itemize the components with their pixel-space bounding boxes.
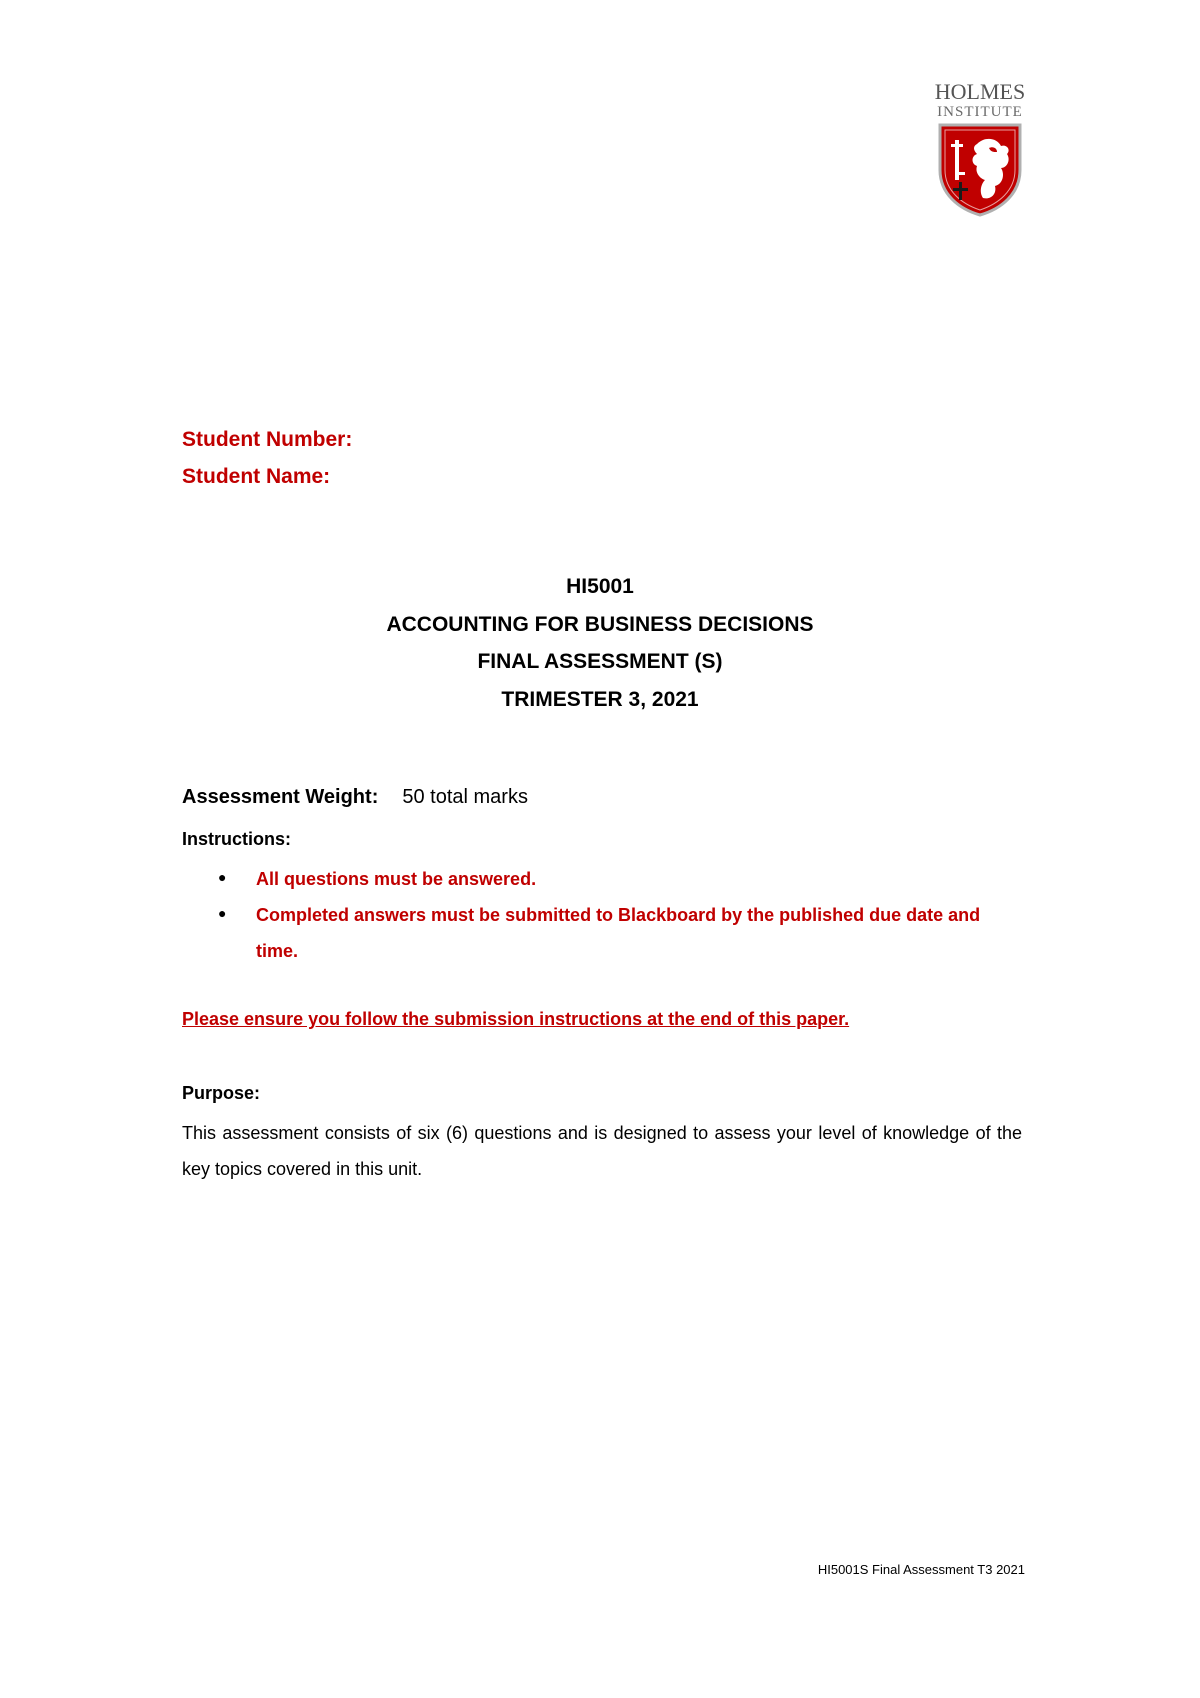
assessment-title: FINAL ASSESSMENT (S) <box>477 650 723 673</box>
bullet-icon: ● <box>218 905 227 921</box>
weight-value: 50 total marks <box>402 786 528 808</box>
course-code: HI5001 <box>566 575 634 598</box>
institute-logo <box>930 79 1030 218</box>
student-number-label: Student Number: <box>182 428 353 451</box>
submission-notice: Please ensure you follow the submission instructions at the end of this paper. <box>182 1009 850 1029</box>
page-footer: HI5001S Final Assessment T3 2021 <box>817 1562 1025 1577</box>
weight-label: Assessment Weight: <box>182 786 379 808</box>
list-item <box>218 897 1018 969</box>
trimester-title: TRIMESTER 3, 2021 <box>501 687 699 711</box>
course-title: ACCOUNTING FOR BUSINESS DECISIONS <box>386 612 814 636</box>
logo-subtitle: INSTITUTE <box>937 104 1023 120</box>
instructions-list <box>218 861 1018 969</box>
instruction-text: All questions must be answered. <box>256 869 537 889</box>
purpose-label: Purpose: <box>182 1083 261 1103</box>
assessment-weight <box>182 786 528 809</box>
purpose-text: This assessment consists of six (6) questions and is designed to assess your level of knowledge of the key topics covered in this unit. <box>182 1123 1022 1179</box>
instructions-label: Instructions: <box>182 829 292 849</box>
list-item <box>218 861 1018 897</box>
title-block <box>0 568 1200 718</box>
student-name-label: Student Name: <box>182 465 331 488</box>
student-info <box>182 421 352 495</box>
instruction-text: Completed answers must be submitted to Blackboard by the published due date and time. <box>256 905 981 961</box>
bullet-icon: ● <box>218 869 227 885</box>
logo-name: HOLMES <box>934 79 1026 104</box>
griffin-shield-icon <box>937 122 1023 218</box>
